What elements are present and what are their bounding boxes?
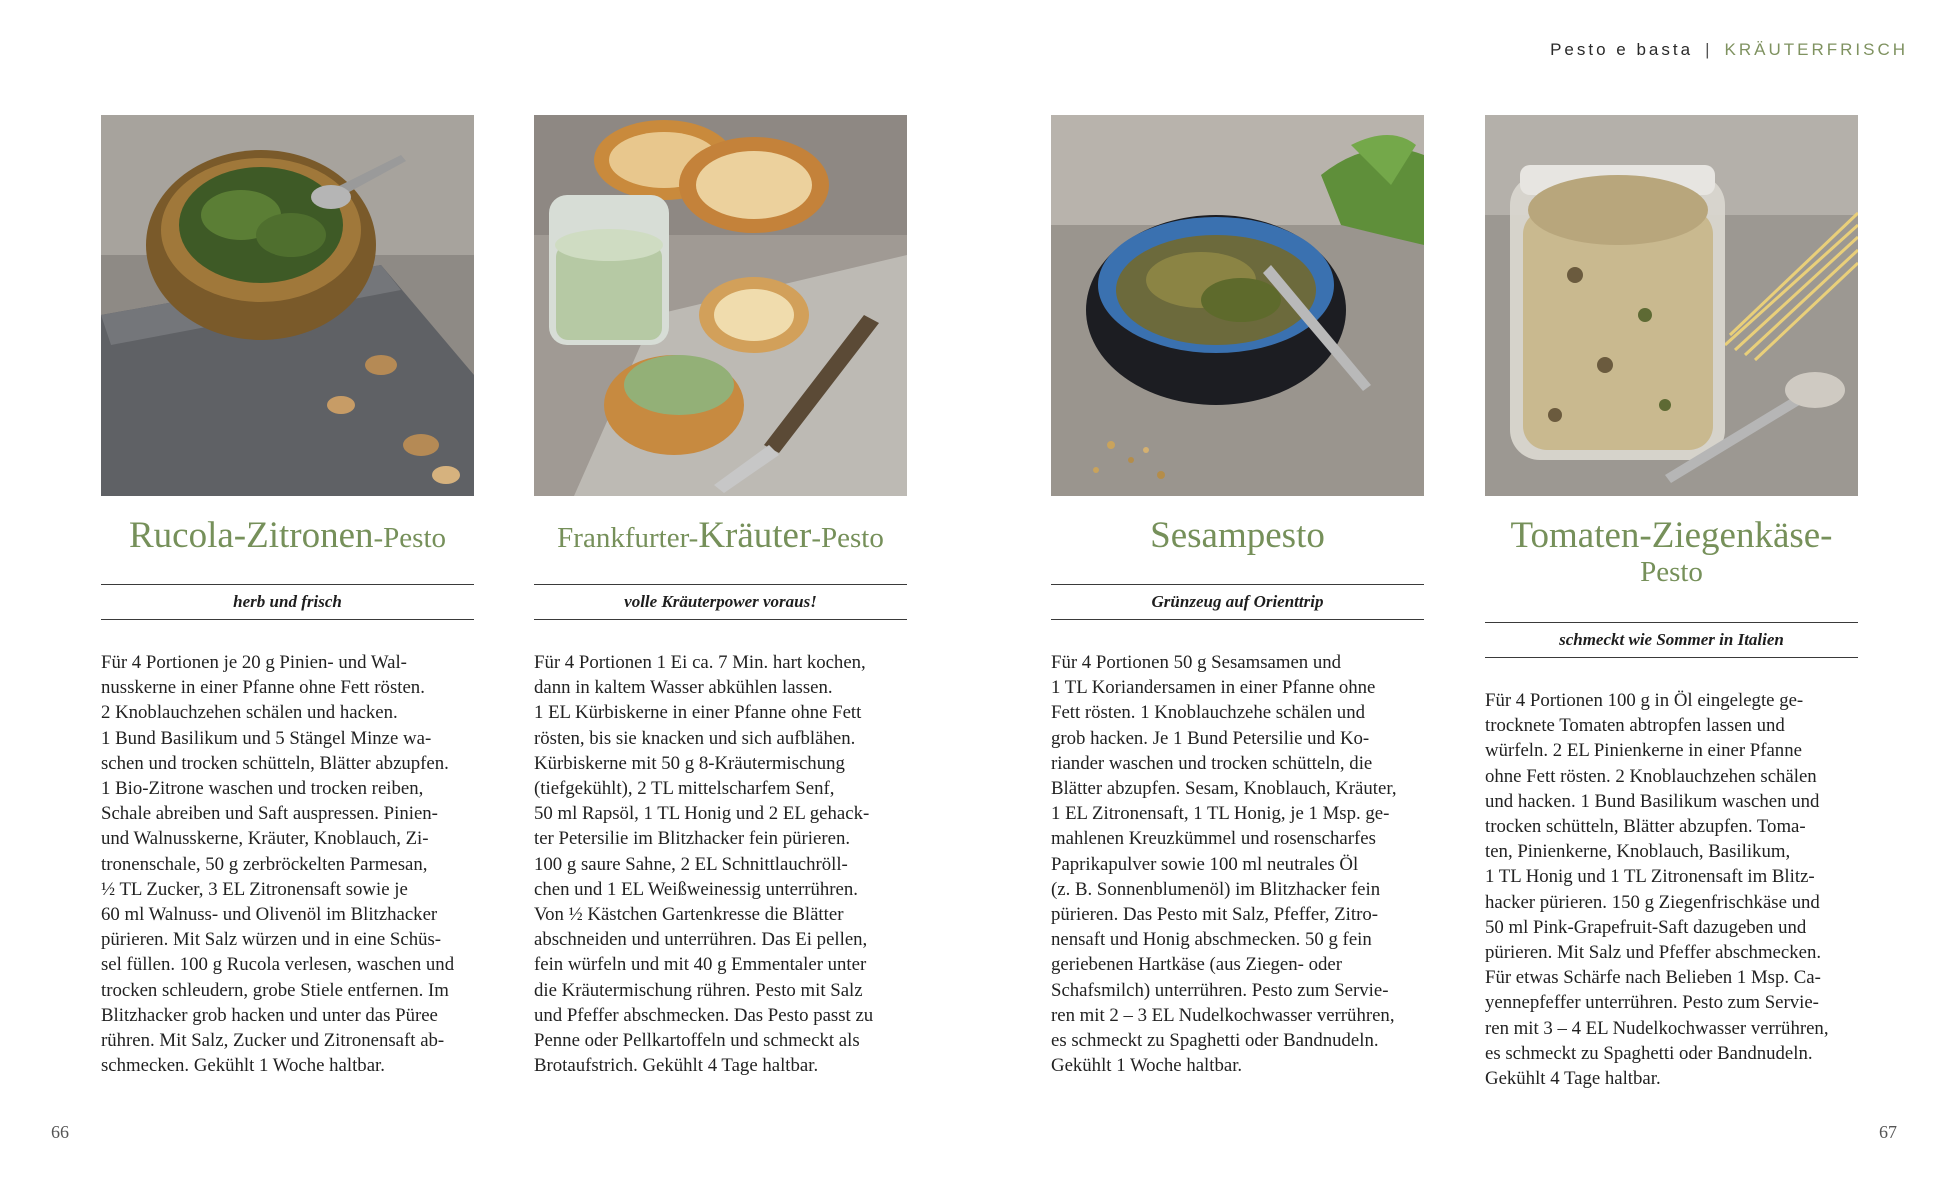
text-line: Brotaufstrich. Gekühlt 4 Tage haltbar.	[534, 1055, 819, 1077]
text-line: chen und 1 EL Weißweinessig unterrühren.	[534, 878, 858, 900]
text-line: nensaft und Honig abschmecken. 50 g fein	[1051, 929, 1372, 951]
recipe-title-main: Tomaten-Ziegenkäse-	[1510, 515, 1833, 556]
text-line: ½ TL Zucker, 3 EL Zitronensaft sowie je	[101, 878, 408, 900]
text-line: trocken schütteln, Blätter abzupfen. Toma-	[1485, 816, 1806, 838]
text-line: Von ½ Kästchen Gartenkresse die Blätter	[534, 904, 844, 926]
recipe-photo-frankfurter	[534, 115, 907, 496]
text-line: dann in kaltem Wasser abkühlen lassen.	[534, 677, 833, 699]
text-line: Für etwas Schärfe nach Belieben 1 Msp. Ca-	[1485, 967, 1821, 989]
recipe-photo-tomaten	[1485, 115, 1858, 496]
recipe-instructions	[1051, 650, 1424, 1078]
text-line: Paprikapulver sowie 100 ml neutrales Öl	[1051, 853, 1359, 875]
recipe-tagline: schmeckt wie Sommer in Italien	[1485, 622, 1858, 658]
text-line: 1 Bund Basilikum und 5 Stängel Minze wa-	[101, 727, 432, 749]
text-line: Penne oder Pellkartoffeln und schmeckt als	[534, 1030, 860, 1052]
text-line: geriebenen Hartkäse (aus Ziegen- oder	[1051, 954, 1342, 976]
recipe-title-prefix: Frankfurter-	[557, 522, 699, 554]
text-line: ten, Pinienkerne, Knoblauch, Basilikum,	[1485, 841, 1791, 863]
text-line: Für 4 Portionen 100 g in Öl eingelegte ge-	[1485, 690, 1804, 711]
text-line: tronenschale, 50 g zerbröckelten Parmesan,	[101, 853, 428, 875]
text-line: 1 TL Honig und 1 TL Zitronensaft im Blitz-	[1485, 866, 1815, 888]
recipe-instructions	[534, 650, 907, 1078]
recipe-tagline: herb und frisch	[101, 584, 474, 620]
text-line: die Kräutermischung rühren. Pesto mit Salz	[534, 979, 863, 1001]
recipe-tagline: Grünzeug auf Orienttrip	[1051, 584, 1424, 620]
recipe-photo-sesam	[1051, 115, 1424, 496]
text-line: würfeln. 2 EL Pinienkerne in einer Pfanne	[1485, 740, 1802, 762]
text-line: Für 4 Portionen 1 Ei ca. 7 Min. hart kochen,	[534, 652, 866, 673]
page-number-right: 67	[1879, 1122, 1897, 1142]
text-line: 50 ml Rapsöl, 1 TL Honig und 2 EL gehack-	[534, 803, 870, 825]
text-line: 1 TL Koriandersamen in einer Pfanne ohne	[1051, 677, 1376, 699]
text-line: grob hacken. Je 1 Bund Petersilie und Ko-	[1051, 727, 1370, 749]
text-line: mahlenen Kreuzkümmel und rosenscharfes	[1051, 828, 1376, 850]
text-line: pürieren. Das Pesto mit Salz, Pfeffer, Zitro-	[1051, 904, 1378, 926]
text-line: nusskerne in einer Pfanne ohne Fett rösten.	[101, 677, 425, 699]
recipe-title	[534, 516, 907, 578]
text-line: riander waschen und trocken schütteln, die	[1051, 752, 1373, 774]
text-line: Gekühlt 4 Tage haltbar.	[1485, 1068, 1661, 1090]
recipe-title	[1051, 516, 1424, 578]
recipe-title-main: Sesampesto	[1150, 515, 1325, 556]
running-head	[1550, 40, 1908, 60]
text-line: 60 ml Walnuss- und Olivenöl im Blitzhacker	[101, 904, 438, 926]
text-line: Für 4 Portionen je 20 g Pinien- und Wal-	[101, 652, 407, 673]
text-line: Blitzhacker grob hacken und unter das Püree	[101, 1004, 438, 1026]
text-line: 1 Bio-Zitrone waschen und trocken reiben,	[101, 778, 424, 800]
text-line: Für 4 Portionen 50 g Sesamsamen und	[1051, 652, 1342, 673]
text-line: ter Petersilie im Blitzhacker fein pürieren.	[534, 828, 851, 850]
text-line: 1 EL Kürbiskerne in einer Pfanne ohne Fett	[534, 702, 862, 724]
text-line: (tiefgekühlt), 2 TL mittelscharfem Senf,	[534, 778, 835, 800]
recipe-title-main: Rucola-Zitronen	[128, 515, 374, 556]
text-line: es schmeckt zu Spaghetti oder Bandnudeln.	[1051, 1030, 1379, 1052]
header-separator: |	[1705, 40, 1713, 59]
recipe-frankfurter-kraeuter	[534, 115, 907, 1078]
section-title: KRÄUTERFRISCH	[1724, 40, 1908, 59]
text-line: Fett rösten. 1 Knoblauchzehe schälen und	[1051, 702, 1365, 724]
recipe-tomaten-ziegenkaese	[1485, 115, 1858, 1091]
text-line: schen und trocken schütteln, Blätter abzupfen.	[101, 752, 449, 774]
text-line: rösten, bis sie knacken und sich aufblähen.	[534, 727, 856, 749]
recipe-title-suffix: -Pesto	[811, 522, 884, 554]
text-line: (z. B. Sonnenblumenöl) im Blitzhacker fein	[1051, 878, 1381, 900]
text-line: 1 EL Zitronensaft, 1 TL Honig, je 1 Msp. ge-	[1051, 803, 1390, 825]
text-line: 100 g saure Sahne, 2 EL Schnittlauchröll-	[534, 853, 848, 875]
recipe-instructions	[101, 650, 474, 1078]
text-line: 50 ml Pink-Grapefruit-Saft dazugeben und	[1485, 916, 1807, 938]
text-line: trocken schleudern, grobe Stiele entfernen. Im	[101, 979, 449, 1001]
page-number-left: 66	[51, 1122, 69, 1142]
text-line: trocknete Tomaten abtropfen lassen und	[1485, 715, 1785, 737]
text-line: Schafsmilch) unterrühren. Pesto zum Servie-	[1051, 979, 1389, 1001]
recipe-sesampesto	[1051, 115, 1424, 1078]
text-line: 2 Knoblauchzehen schälen und hacken.	[101, 702, 398, 724]
recipe-title-main: Kräuter	[698, 515, 812, 556]
text-line: und Walnusskerne, Kräuter, Knoblauch, Zi-	[101, 828, 429, 850]
text-line: pürieren. Mit Salz würzen und in eine Schüs-	[101, 929, 442, 951]
text-line: Schale abreiben und Saft auspressen. Pinien-	[101, 803, 438, 825]
text-line: Gekühlt 1 Woche haltbar.	[1051, 1055, 1243, 1077]
text-line: ren mit 2 – 3 EL Nudelkochwasser verrühren,	[1051, 1004, 1395, 1026]
text-line: fein würfeln und mit 40 g Emmentaler unter	[534, 954, 867, 976]
recipe-title-suffix: -Pesto	[373, 522, 447, 554]
recipe-instructions	[1485, 688, 1858, 1091]
text-line: rühren. Mit Salz, Zucker und Zitronensaft ab-	[101, 1030, 445, 1052]
text-line: hacker pürieren. 150 g Ziegenfrischkäse und	[1485, 891, 1820, 913]
recipe-title	[1485, 516, 1858, 616]
text-line: und Pfeffer abschmecken. Das Pesto passt zu	[534, 1004, 874, 1026]
book-title: Pesto e basta	[1550, 40, 1694, 59]
recipe-title	[101, 516, 474, 578]
text-line: pürieren. Mit Salz und Pfeffer abschmecken.	[1485, 942, 1822, 964]
recipe-rucola-zitronen	[101, 115, 474, 1078]
text-line: und hacken. 1 Bund Basilikum waschen und	[1485, 790, 1820, 812]
text-line: sel füllen. 100 g Rucola verlesen, waschen und	[101, 954, 455, 976]
text-line: es schmeckt zu Spaghetti oder Bandnudeln.	[1485, 1042, 1813, 1064]
recipe-photo-rucola	[101, 115, 474, 496]
text-line: yennepfeffer unterrühren. Pesto zum Servie-	[1485, 992, 1819, 1014]
text-line: ohne Fett rösten. 2 Knoblauchzehen schälen	[1485, 765, 1817, 787]
recipe-title-suffix: Pesto	[1640, 555, 1703, 588]
text-line: ren mit 3 – 4 EL Nudelkochwasser verrühren,	[1485, 1017, 1829, 1039]
text-line: abschneiden und unterrühren. Das Ei pellen,	[534, 929, 868, 951]
text-line: schmecken. Gekühlt 1 Woche haltbar.	[101, 1055, 385, 1077]
text-line: Blätter abzupfen. Sesam, Knoblauch, Kräuter,	[1051, 778, 1397, 800]
text-line: Kürbiskerne mit 50 g 8-Kräutermischung	[534, 752, 845, 774]
recipe-tagline: volle Kräuterpower voraus!	[534, 584, 907, 620]
